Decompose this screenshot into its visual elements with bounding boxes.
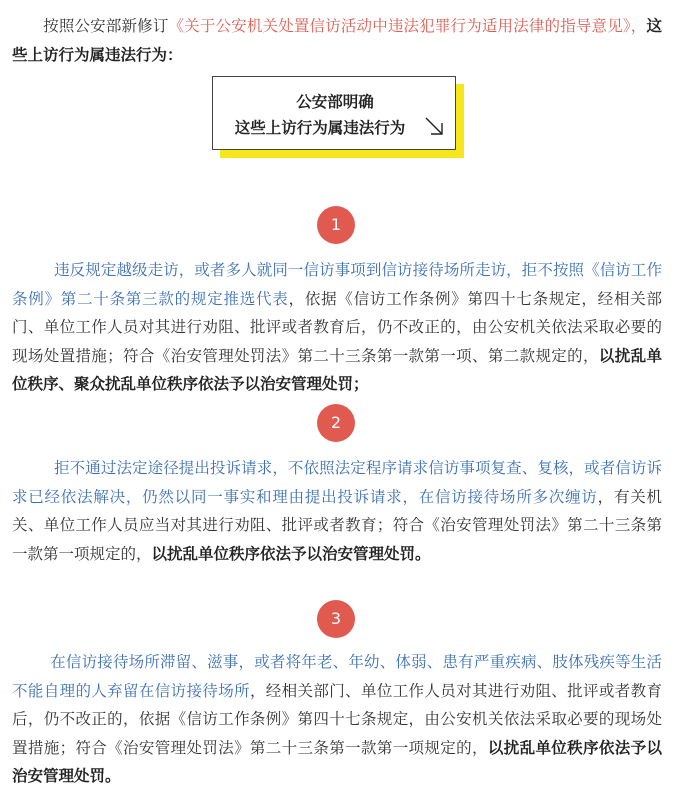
- section-number-badge: 3: [317, 600, 355, 638]
- intro-paragraph: [12, 12, 662, 69]
- section-conclusion-text: 以扰乱单位秩序、聚众扰乱单位秩序依法予以治安管理处罚；: [12, 346, 662, 393]
- section-number-badge: 1: [317, 206, 355, 244]
- callout-frame: [212, 76, 456, 150]
- section-paragraph: [12, 454, 662, 568]
- section-body-text: ，经相关部门、单位工作人员对其进行劝阻、批评或者教育后，仍不改正的，依据《信访工作条例》第四十七条规定，由公安机关依法采取必要的现场处置措施；符合《治安管理处罚法》第二十三条第一款第一项规定的，: [12, 681, 662, 757]
- section-highlight-text: 拒不通过法定途径提出投诉请求，不依照法定程序请求信访事项复查、复核，或者信访诉求已经依法解决，仍然以同一事实和理由提出投诉请求，在信访接待场所多次缠访: [12, 459, 662, 506]
- intro-prefix: 按照公安部新修订: [43, 17, 169, 35]
- intro-doc-title: 《关于公安机关处置信访活动中违法犯罪行为适用法律的指导意见》，: [168, 17, 647, 35]
- section-highlight-text: 违反规定越级走访，或者多人就同一信访事项到信访接待场所走访，拒不按照《信访工作条例》第二十条第三款的规定推选代表: [12, 261, 662, 308]
- intro-suffix: 这些上访行为属违法行为：: [12, 17, 662, 64]
- arrow-down-right-icon: [423, 115, 445, 137]
- section-highlight-text: 在信访接待场所滞留、滋事，或者将年老、年幼、体弱、患有严重疾病、肢体残疾等生活不能自理的人弃留在信访接待场所: [12, 653, 662, 700]
- section-conclusion-text: 以扰乱单位秩序依法予以治安管理处罚。: [151, 544, 431, 563]
- section-conclusion-text: 以扰乱单位秩序依法予以治安管理处罚。: [12, 738, 662, 785]
- callout-box: [212, 76, 462, 158]
- section-body-text: ，依据《信访工作条例》第四十七条规定，经相关部门、单位工作人员对其进行劝阻、批评或者教育后，仍不改正的，由公安机关依法采取必要的现场处置措施；符合《治安管理处罚法》第二十三条第一款第一项、第二款规定的，: [12, 289, 662, 365]
- section-body-text: ，有关机关、单位工作人员应当对其进行劝阻、批评或者教育；符合《治安管理处罚法》第二十三条第一款第一项规定的，: [12, 487, 662, 563]
- section-number-badge: 2: [317, 404, 355, 442]
- callout-line-2: 这些上访行为属违法行为: [234, 119, 406, 137]
- section-paragraph: [12, 648, 662, 791]
- section-paragraph: [12, 256, 662, 399]
- callout-line-1: 公安部明确: [296, 93, 374, 111]
